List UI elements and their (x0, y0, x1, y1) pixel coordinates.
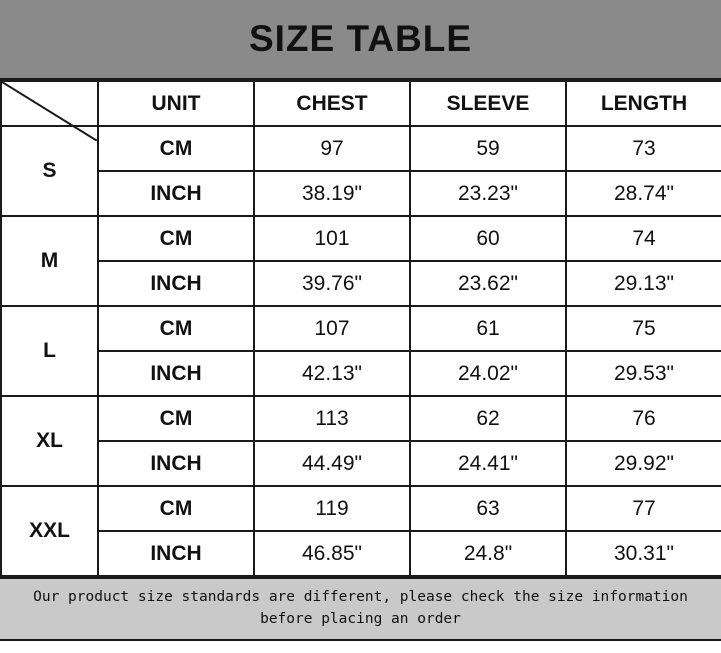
value-sleeve: 24.02" (410, 351, 566, 396)
value-chest: 39.76" (254, 261, 410, 306)
value-length: 28.74" (566, 171, 721, 216)
value-sleeve: 59 (410, 126, 566, 171)
size-table (0, 80, 721, 577)
bottom-strip (0, 641, 721, 653)
value-sleeve: 61 (410, 306, 566, 351)
value-sleeve: 60 (410, 216, 566, 261)
table-row (1, 441, 721, 486)
value-chest: 107 (254, 306, 410, 351)
unit-inch: INCH (98, 531, 254, 576)
value-length: 75 (566, 306, 721, 351)
table-row (1, 126, 721, 171)
value-sleeve: 63 (410, 486, 566, 531)
value-length: 29.92" (566, 441, 721, 486)
value-length: 74 (566, 216, 721, 261)
corner-cell (1, 81, 98, 126)
table-row (1, 396, 721, 441)
value-chest: 38.19" (254, 171, 410, 216)
value-chest: 97 (254, 126, 410, 171)
value-sleeve: 24.41" (410, 441, 566, 486)
table-row (1, 531, 721, 576)
unit-inch: INCH (98, 261, 254, 306)
unit-cm: CM (98, 306, 254, 351)
value-chest: 42.13" (254, 351, 410, 396)
title-bar (0, 0, 721, 80)
value-chest: 113 (254, 396, 410, 441)
table-row (1, 351, 721, 396)
unit-inch: INCH (98, 441, 254, 486)
column-header-length: LENGTH (566, 81, 721, 126)
column-header-sleeve: SLEEVE (410, 81, 566, 126)
size-label-s: S (1, 126, 98, 216)
value-chest: 44.49" (254, 441, 410, 486)
value-sleeve: 23.62" (410, 261, 566, 306)
table-row (1, 216, 721, 261)
table-row (1, 306, 721, 351)
value-length: 30.31" (566, 531, 721, 576)
unit-cm: CM (98, 126, 254, 171)
column-header-unit: UNIT (98, 81, 254, 126)
table-row (1, 171, 721, 216)
value-length: 73 (566, 126, 721, 171)
unit-cm: CM (98, 486, 254, 531)
unit-cm: CM (98, 396, 254, 441)
unit-cm: CM (98, 216, 254, 261)
unit-inch: INCH (98, 171, 254, 216)
table-row (1, 486, 721, 531)
page-title: SIZE TABLE (248, 18, 473, 59)
value-length: 29.53" (566, 351, 721, 396)
size-label-xl: XL (1, 396, 98, 486)
table-header-row (1, 81, 721, 126)
value-length: 77 (566, 486, 721, 531)
value-chest: 119 (254, 486, 410, 531)
size-label-xxl: XXL (1, 486, 98, 576)
footer-note-line-2: before placing an order (260, 611, 461, 627)
value-length: 29.13" (566, 261, 721, 306)
footer-note-line-1: Our product size standards are different, please check the size information (33, 589, 688, 606)
footer-note (0, 577, 721, 641)
value-sleeve: 24.8" (410, 531, 566, 576)
unit-inch: INCH (98, 351, 254, 396)
value-chest: 46.85" (254, 531, 410, 576)
value-sleeve: 62 (410, 396, 566, 441)
table-row (1, 261, 721, 306)
diagonal-divider-icon (2, 82, 97, 141)
size-label-l: L (1, 306, 98, 396)
size-label-m: M (1, 216, 98, 306)
value-sleeve: 23.23" (410, 171, 566, 216)
value-length: 76 (566, 396, 721, 441)
value-chest: 101 (254, 216, 410, 261)
column-header-chest: CHEST (254, 81, 410, 126)
